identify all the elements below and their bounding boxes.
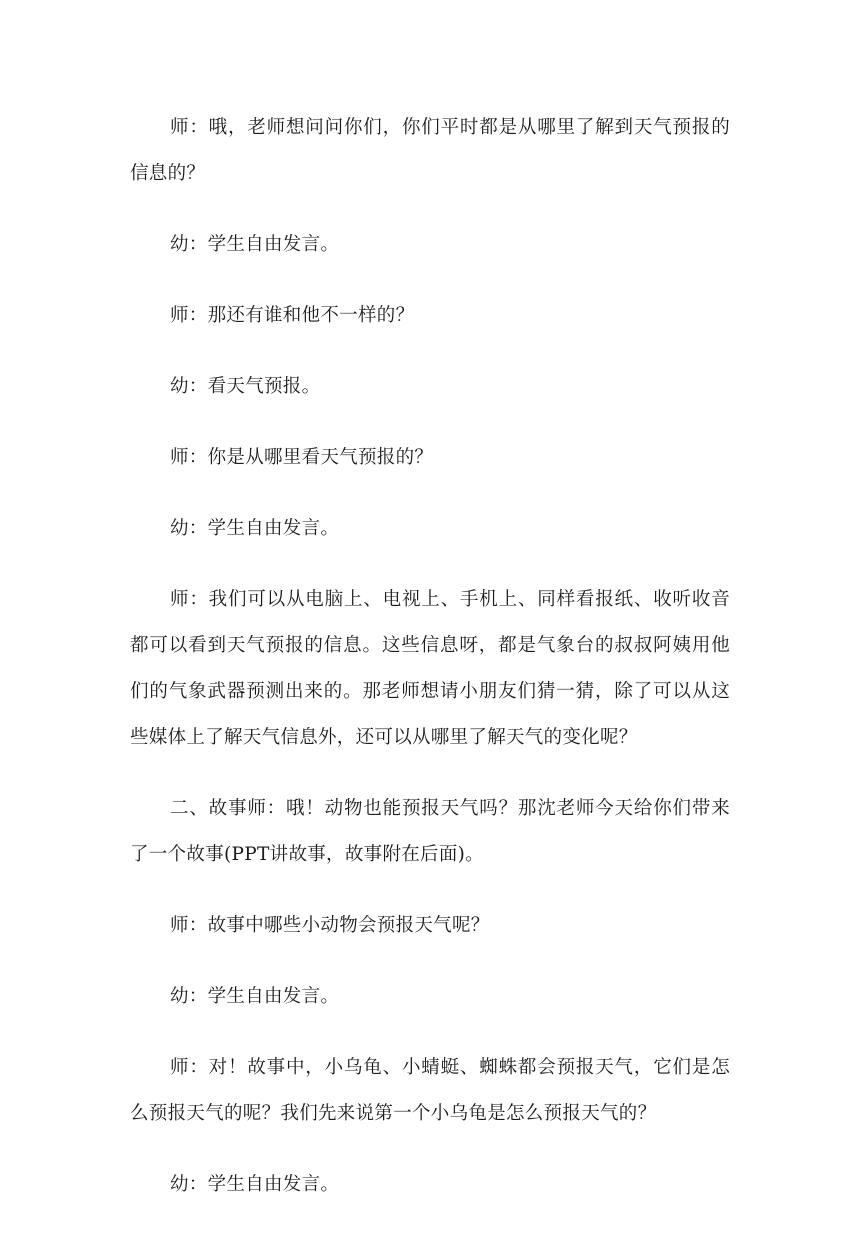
paragraph: 师：对！故事中，小乌龟、小蜻蜓、蜘蛛都会预报天气，它们是怎么预报天气的呢？我们先来说第一个小乌龟是怎么预报天气的？ [130,1057,730,1124]
paragraph: 师：那还有谁和他不一样的？ [170,305,415,326]
paragraph: 师：哦，老师想问问你们，你们平时都是从哪里了解到天气预报的信息的？ [130,117,730,184]
paragraph: 幼：学生自由发言。 [170,234,340,255]
paragraph: 幼：学生自由发言。 [170,986,340,1007]
paragraph: 幼：学生自由发言。 [170,1174,340,1195]
paragraph: 幼：学生自由发言。 [170,518,340,539]
paragraph: 师：故事中哪些小动物会预报天气呢？ [170,915,490,936]
document-body [130,105,730,1233]
paragraph: 二、故事师：哦！动物也能预报天气吗？那沈老师今天给你们带来了一个故事(PPT讲故事，故事附在后面)。 [130,798,730,865]
paragraph: 师：你是从哪里看天气预报的？ [170,447,434,468]
paragraph: 幼：看天气预报。 [170,376,321,397]
paragraph: 师：我们可以从电脑上、电视上、手机上、同样看报纸、收听收音都可以看到天气预报的信息。这些信息呀，都是气象台的叔叔阿姨用他们的气象武器预测出来的。那老师想请小朋友们猜一猜，除了可以从这些媒体上了解天气信息外，还可以从哪里了解天气的变化呢？ [130,589,730,748]
